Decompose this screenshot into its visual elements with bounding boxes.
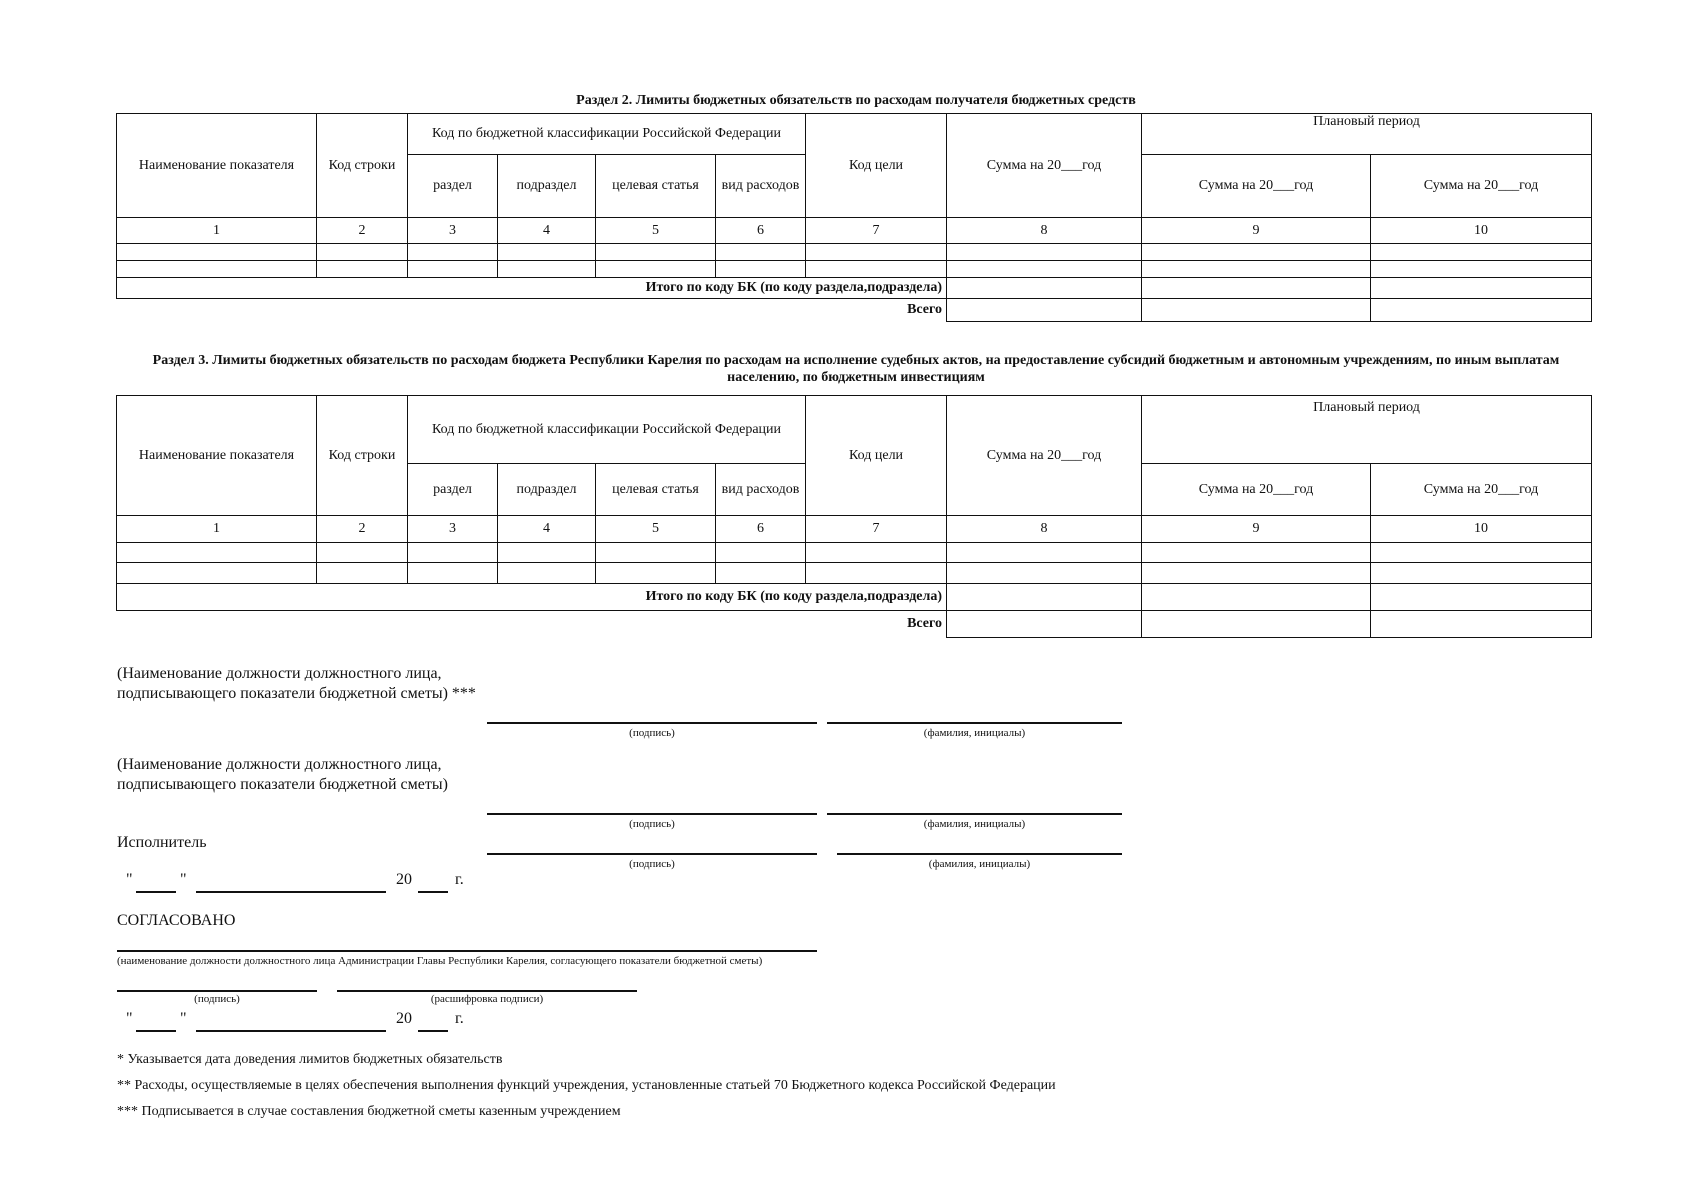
official2-signature-line[interactable] xyxy=(487,813,817,815)
col-num: 6 xyxy=(716,516,806,543)
footnote-2: ** Расходы, осуществляемые в целях обеспечения выполнения функций учреждения, установленные статьей 70 Бюджетного кодекса Российской Федерации xyxy=(117,1078,1056,1093)
col-num: 10 xyxy=(1371,218,1592,244)
date-quote-open: " xyxy=(126,871,133,888)
table-row xyxy=(117,244,1592,261)
executor-label: Исполнитель xyxy=(117,834,207,851)
total-bk-label: Итого по коду БК (по коду раздела,подраздела) xyxy=(117,278,947,299)
section2-title: Раздел 2. Лимиты бюджетных обязательств по расходам получателя бюджетных средств xyxy=(576,93,1136,108)
total-all-label: Всего xyxy=(907,302,943,318)
column-numbers-row xyxy=(117,218,1592,244)
date-year-field[interactable] xyxy=(418,891,448,893)
agreed-label: СОГЛАСОВАНО xyxy=(117,912,236,929)
header-celevaya: целевая статья xyxy=(596,464,716,516)
signature-caption: (подпись) xyxy=(629,858,675,870)
date-month-field[interactable] xyxy=(196,1030,386,1032)
header-planned-period: Плановый период xyxy=(1142,114,1592,155)
header-planned-period: Плановый период xyxy=(1142,396,1592,464)
col-num: 9 xyxy=(1142,516,1371,543)
table-row xyxy=(117,261,1592,278)
agreed-signature-line[interactable] xyxy=(117,990,317,992)
section3-title: Раздел 3. Лимиты бюджетных обязательств по расходам бюджета Республики Карелия по расходам на исполнение судебных актов, на предоставление субсидий бюджетным и автономным учреждениям, по иным выплатам населению, по бюджетным инвестициям xyxy=(152,353,1560,385)
total-bk-row xyxy=(117,584,1592,611)
col-num: 2 xyxy=(317,516,408,543)
official2-name-line[interactable] xyxy=(827,813,1122,815)
date-quote-open: " xyxy=(126,1010,133,1027)
total-all-row xyxy=(117,299,1592,322)
header-vid: вид расходов xyxy=(716,155,806,218)
footnote-1: * Указывается дата доведения лимитов бюджетных обязательств xyxy=(117,1052,503,1067)
col-num: 8 xyxy=(947,516,1142,543)
official1-signature-line[interactable] xyxy=(487,722,817,724)
decoding-caption: (расшифровка подписи) xyxy=(430,993,544,1005)
executor-signature-line[interactable] xyxy=(487,853,817,855)
col-num: 9 xyxy=(1142,218,1371,244)
col-num: 2 xyxy=(317,218,408,244)
header-podrazdel: подраздел xyxy=(498,155,596,218)
signature-caption: (подпись) xyxy=(629,727,675,739)
header-line-code: Код строки xyxy=(317,114,408,218)
official1-name-line[interactable] xyxy=(827,722,1122,724)
header-sum-current: Сумма на 20___год xyxy=(947,396,1142,516)
date-year-suffix: г. xyxy=(455,871,464,888)
col-num: 10 xyxy=(1371,516,1592,543)
col-num: 1 xyxy=(117,218,317,244)
header-sum-p1: Сумма на 20___год xyxy=(1142,464,1371,516)
name-caption: (фамилия, инициалы) xyxy=(928,858,1031,870)
col-num: 3 xyxy=(408,218,498,244)
agreed-caption: (наименование должности должностного лица Администрации Главы Республики Карелия, согласующего показатели бюджетной сметы) xyxy=(117,955,763,967)
agreed-position-line[interactable] xyxy=(117,950,817,952)
col-num: 7 xyxy=(806,516,947,543)
signature-caption: (подпись) xyxy=(194,993,240,1005)
header-vid: вид расходов xyxy=(716,464,806,516)
agreed-decoding-line[interactable] xyxy=(337,990,637,992)
table-row xyxy=(117,543,1592,563)
col-num: 6 xyxy=(716,218,806,244)
date-quote-close: " xyxy=(180,1010,187,1027)
date-day-field[interactable] xyxy=(136,891,176,893)
footnote-3: *** Подписывается в случае составления бюджетной сметы казенным учреждением xyxy=(117,1104,621,1119)
signature-caption: (подпись) xyxy=(629,818,675,830)
section3-table xyxy=(116,395,1592,638)
col-num: 5 xyxy=(596,218,716,244)
header-sum-p1: Сумма на 20___год xyxy=(1142,155,1371,218)
header-bk-code: Код по бюджетной классификации Российской Федерации xyxy=(408,114,806,155)
date-month-field[interactable] xyxy=(196,891,386,893)
date-year-suffix: г. xyxy=(455,1010,464,1027)
header-sum-p2: Сумма на 20___год xyxy=(1371,155,1592,218)
column-numbers-row xyxy=(117,516,1592,543)
header-goal-code: Код цели xyxy=(806,114,947,218)
header-podrazdel: подраздел xyxy=(498,464,596,516)
date-day-field[interactable] xyxy=(136,1030,176,1032)
header-name: Наименование показателя xyxy=(117,396,317,516)
col-num: 3 xyxy=(408,516,498,543)
name-caption: (фамилия, инициалы) xyxy=(923,818,1026,830)
header-razdel: раздел xyxy=(408,155,498,218)
official1-label: (Наименование должности должностного лица, подписывающего показатели бюджетной сметы) *** xyxy=(117,665,476,702)
date-quote-close: " xyxy=(180,871,187,888)
total-all-row xyxy=(117,611,1592,638)
col-num: 7 xyxy=(806,218,947,244)
section2-table xyxy=(116,113,1592,322)
total-bk-label: Итого по коду БК (по коду раздела,подраздела) xyxy=(117,584,947,611)
table-row xyxy=(117,563,1592,584)
header-celevaya: целевая статья xyxy=(596,155,716,218)
total-all-label: Всего xyxy=(907,616,943,632)
header-goal-code: Код цели xyxy=(806,396,947,516)
header-line-code: Код строки xyxy=(317,396,408,516)
header-sum-current: Сумма на 20___год xyxy=(947,114,1142,218)
total-bk-row xyxy=(117,278,1592,299)
col-num: 1 xyxy=(117,516,317,543)
col-num: 5 xyxy=(596,516,716,543)
header-bk-code: Код по бюджетной классификации Российской Федерации xyxy=(408,396,806,464)
official2-label: (Наименование должности должностного лица, подписывающего показатели бюджетной сметы) xyxy=(117,756,448,793)
col-num: 4 xyxy=(498,516,596,543)
name-caption: (фамилия, инициалы) xyxy=(923,727,1026,739)
col-num: 8 xyxy=(947,218,1142,244)
header-razdel: раздел xyxy=(408,464,498,516)
date-year-field[interactable] xyxy=(418,1030,448,1032)
date-year-prefix: 20 xyxy=(396,871,412,888)
header-sum-p2: Сумма на 20___год xyxy=(1371,464,1592,516)
col-num: 4 xyxy=(498,218,596,244)
header-name: Наименование показателя xyxy=(117,114,317,218)
date-year-prefix: 20 xyxy=(396,1010,412,1027)
executor-name-line[interactable] xyxy=(837,853,1122,855)
